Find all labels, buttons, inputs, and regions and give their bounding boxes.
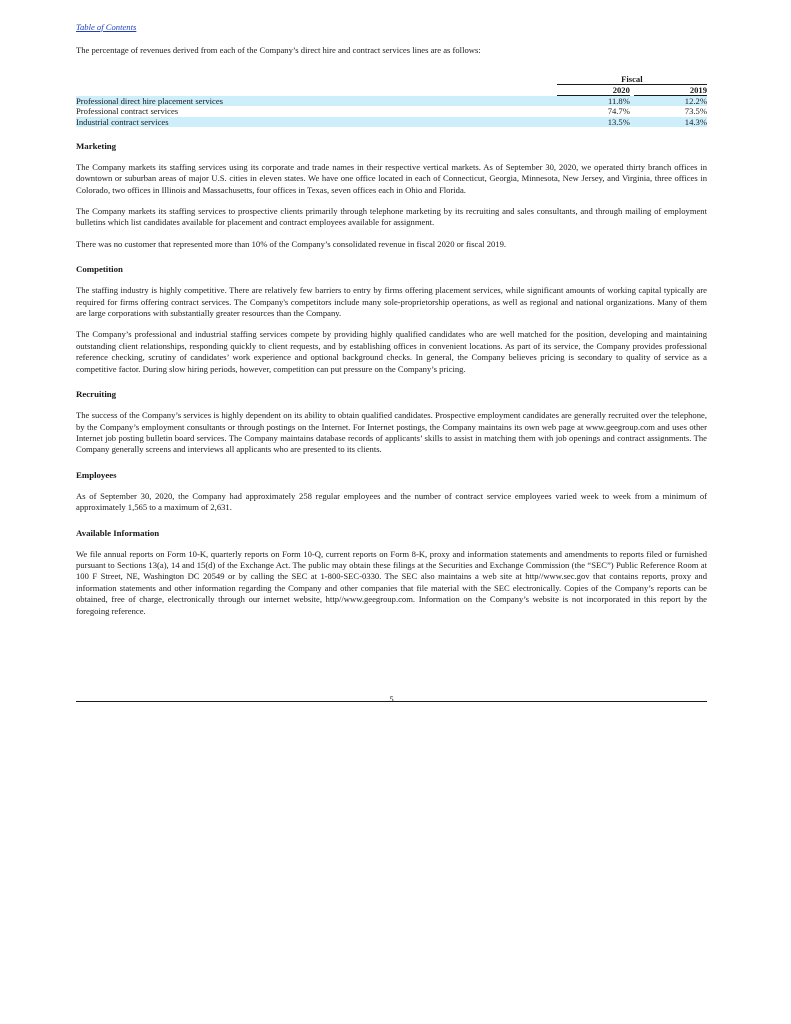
page-number: 5 (389, 694, 394, 704)
row-label: Professional direct hire placement services (76, 96, 557, 107)
available-information-heading: Available Information (76, 527, 160, 538)
marketing-paragraph-3: There was no customer that represented more than 10% of the Company’s consolidated revenue in fiscal 2020 or fiscal 2019. (76, 238, 507, 249)
footer-divider (76, 701, 707, 702)
employees-paragraph: As of September 30, 2020, the Company had approximately 258 regular employees and the number of contract service employees varied week to week from a minimum of approximately 1,565 to a maximum of 2,631. (76, 490, 707, 513)
marketing-paragraph-2: The Company markets its staffing services to prospective clients primarily through telephone marketing by its recruiting and sales consultants, and through mailing of employment bulletins which list candidates available for placement and contract employees available for assignment. (76, 206, 707, 228)
value-2019: 14.3% (634, 117, 707, 127)
table-row (76, 96, 707, 107)
employees-heading: Employees (76, 469, 117, 480)
document-page (76, 22, 707, 617)
value-2019: 12.2% (634, 96, 707, 107)
competition-paragraph-1: The staffing industry is highly competitive. There are relatively few barriers to entry by firms offering placement services, while significant amounts of working capital typically are required for firms offering contract services. The Company's competitors include many sole-proprietorship operations, as well as regional and national organizations. Many of them are large corporations with substantially greater resources than the Company. (76, 285, 707, 319)
year-2019-header: 2019 (634, 85, 707, 96)
recruiting-heading: Recruiting (76, 389, 117, 400)
row-label: Industrial contract services (76, 117, 557, 127)
revenue-percentage-table (76, 74, 707, 127)
table-header-group-row (76, 74, 707, 85)
table-row (76, 117, 707, 127)
marketing-heading: Marketing (76, 140, 117, 151)
value-2020: 13.5% (557, 117, 630, 127)
competition-heading: Competition (76, 264, 123, 275)
value-2019: 73.5% (684, 106, 707, 117)
fiscal-column-group-header: Fiscal (557, 74, 707, 85)
marketing-paragraph-1: The Company markets its staffing services using its corporate and trade names in their respective vertical markets. As of September 30, 2020, we operated thirty branch offices in downtown or suburban areas of major U.S. cities in eleven states. We have one office located in each of Connecticut, Georgia, Minnesota, New Jersey, and Virginia, three offices in Colorado, two offices in Illinois and Massachusetts, four offices in Texas, seven offices each in Ohio and Florida. (76, 161, 707, 195)
recruiting-paragraph: The success of the Company’s services is highly dependent on its ability to obtain qualified candidates. Prospective employment candidates are generally recruited over the telephone, by the Company’s employment consultants or through postings on the Internet. For Internet postings, the Company maintains its own web page at www.geegroup.com and uses other Internet job posting bulletin board services. The Company maintains database records of applicants’ skills to assist in matching them with job openings and contract assignments. The Company generally screens and interviews all applicants who are presented to its clients. (76, 410, 707, 455)
row-label: Professional contract services (76, 106, 179, 117)
value-2020: 74.7% (607, 106, 630, 117)
table-of-contents-link[interactable]: Table of Contents (76, 22, 137, 32)
year-2020-header: 2020 (557, 85, 630, 96)
competition-paragraph-2: The Company’s professional and industrial staffing services compete by providing highly qualified candidates who are well matched for the position, developing and maintaining outstanding client relationships, responding quickly to client requests, and by establishing offices in convenient locations. As part of its service, the Company provides professional reference checking, scrutiny of candidates’ work experience and optional background checks. In general, the Company believes pricing is secondary to quality of service as a competitive factor. During slow hiring periods, however, competition can put pressure on the Company’s pricing. (76, 329, 707, 374)
value-2020: 11.8% (557, 96, 630, 107)
table-header-year-row (76, 85, 707, 96)
intro-paragraph: The percentage of revenues derived from each of the Company’s direct hire and contract services lines are as follows: (76, 45, 481, 56)
available-information-paragraph: We file annual reports on Form 10-K, quarterly reports on Form 10-Q, current reports on Form 8-K, proxy and information statements and amendments to reports filed or furnished pursuant to Sections 13(a), 14 and 15(d) of the Exchange Act. The public may obtain these filings at the Securities and Exchange Commission (the “SEC”) Public Reference Room at 100 F Street, NE, Washington DC 20549 or by calling the SEC at 1-800-SEC-0330. The SEC also maintains a web site at http//www.sec.gov that contains reports, proxy and information statements and other information regarding the Company and other companies that file material with the SEC electronically. Copies of the Company’s reports can be obtained, free of charge, electronically through our internet website, http//www.geegroup.com. Information on the Company’s website is not incorporated in this report by the foregoing reference. (76, 548, 707, 616)
table-row (76, 106, 707, 116)
